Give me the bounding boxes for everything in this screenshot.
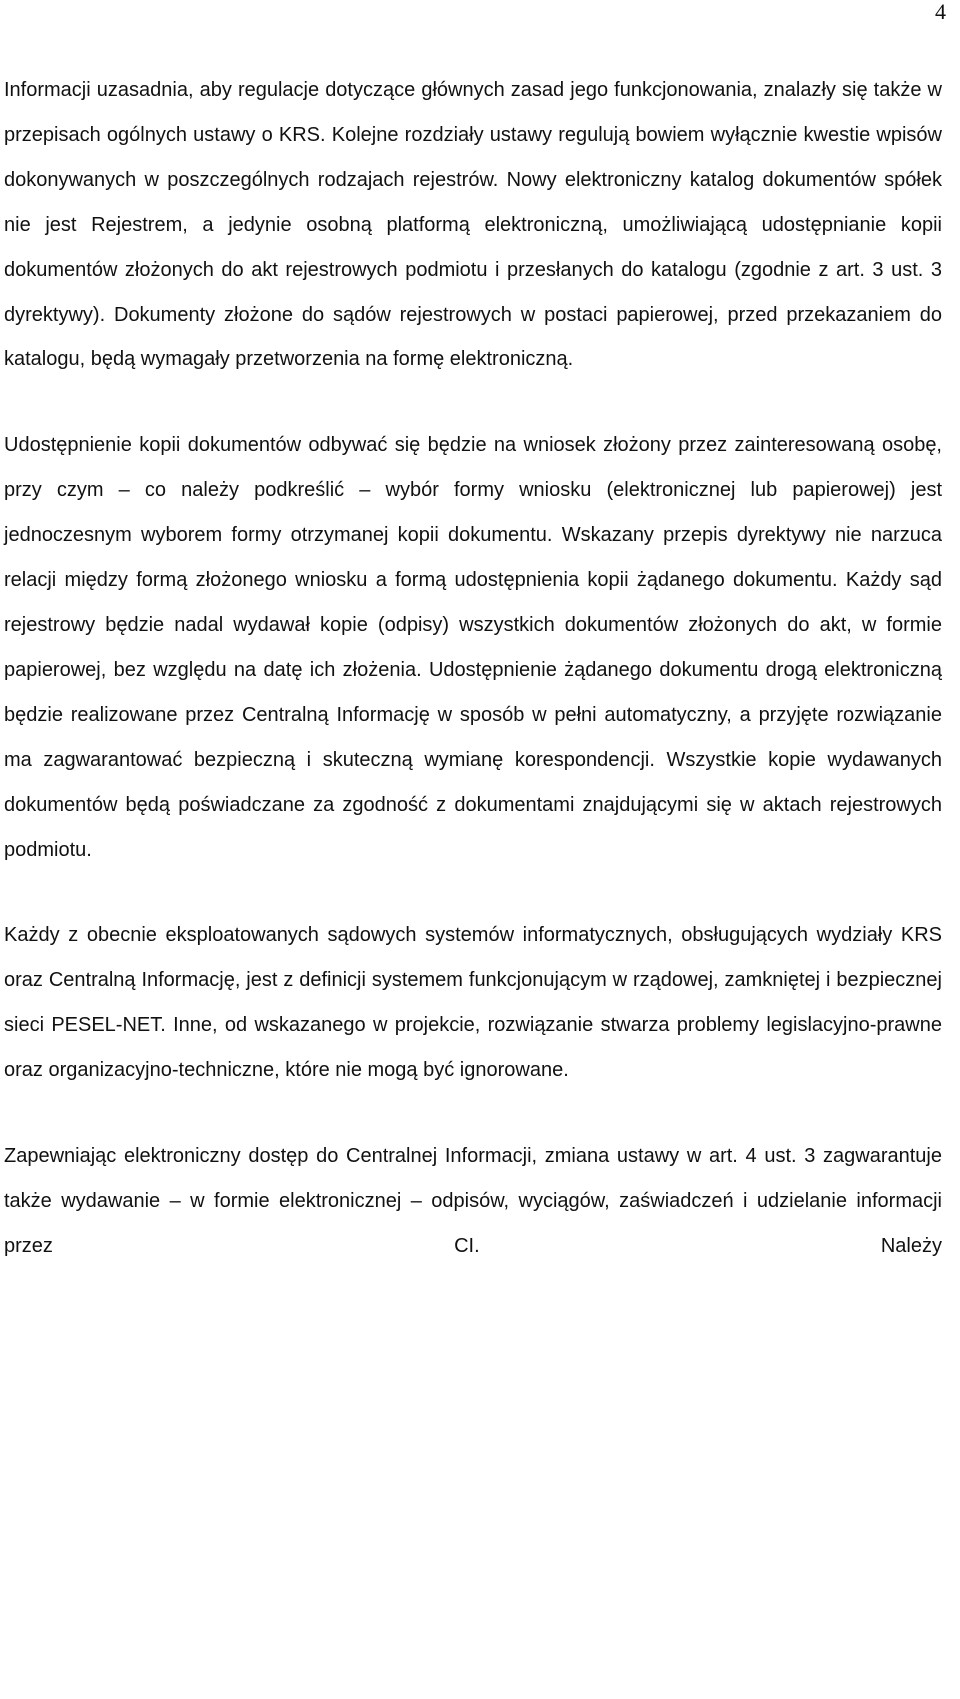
page-number: 4 xyxy=(935,0,946,24)
document-body xyxy=(4,68,942,1269)
paragraph-3: Każdy z obecnie eksploatowanych sądowych systemów informatycznych, obsługujących wydziały KRS oraz Centralną Informację, jest z definicji systemem funkcjonującym w rządowej, zamkniętej i bezpiecznej sieci PESEL-NET. Inne, od wskazanego w projekcie, rozwiązanie stwarza problemy legislacyjno-prawne oraz organizacyjno-techniczne, które nie mogą być ignorowane. xyxy=(4,924,942,1082)
paragraph-1: Informacji uzasadnia, aby regulacje dotyczące głównych zasad jego funkcjonowania, znalazły się także w przepisach ogólnych ustawy o KRS. Kolejne rozdziały ustawy regulują bowiem wyłącznie kwestie wpisów dokonywanych w poszczególnych rodzajach rejestrów. Nowy elektroniczny katalog dokumentów spółek nie jest Rejestrem, a jedynie osobną platformą elektroniczną, umożliwiającą udostępnianie kopii dokumentów złożonych do akt rejestrowych podmiotu i przesłanych do katalogu (zgodnie z art. 3 ust. 3 dyrektywy). Dokumenty złożone do sądów rejestrowych w postaci papierowej, przed przekazaniem do katalogu, będą wymagały przetworzenia na formę elektroniczną. xyxy=(4,79,942,371)
paragraph-2: Udostępnienie kopii dokumentów odbywać się będzie na wniosek złożony przez zainteresowaną osobę, przy czym – co należy podkreślić – wybór formy wniosku (elektronicznej lub papierowej) jest jednoczesnym wyborem formy otrzymanej kopii dokumentu. Wskazany przepis dyrektywy nie narzuca relacji między formą złożonego wniosku a formą udostępnienia kopii żądanego dokumentu. Każdy sąd rejestrowy będzie nadal wydawał kopie (odpisy) wszystkich dokumentów złożonych do akt, w formie papierowej, bez względu na datę ich złożenia. Udostępnienie żądanego dokumentu drogą elektroniczną będzie realizowane przez Centralną Informację w sposób w pełni automatyczny, a przyjęte rozwiązanie ma zagwarantować bezpieczną i skuteczną wymianę korespondencji. Wszystkie kopie wydawanych dokumentów będą poświadczane za zgodność z dokumentami znajdującymi się w aktach rejestrowych podmiotu. xyxy=(4,434,942,861)
paragraph-4: Zapewniając elektroniczny dostęp do Centralnej Informacji, zmiana ustawy w art. 4 ust. 3 zagwarantuje także wydawanie – w formie elektronicznej – odpisów, wyciągów, zaświadczeń i udzielanie informacji przez CI. Należy xyxy=(4,1145,942,1257)
